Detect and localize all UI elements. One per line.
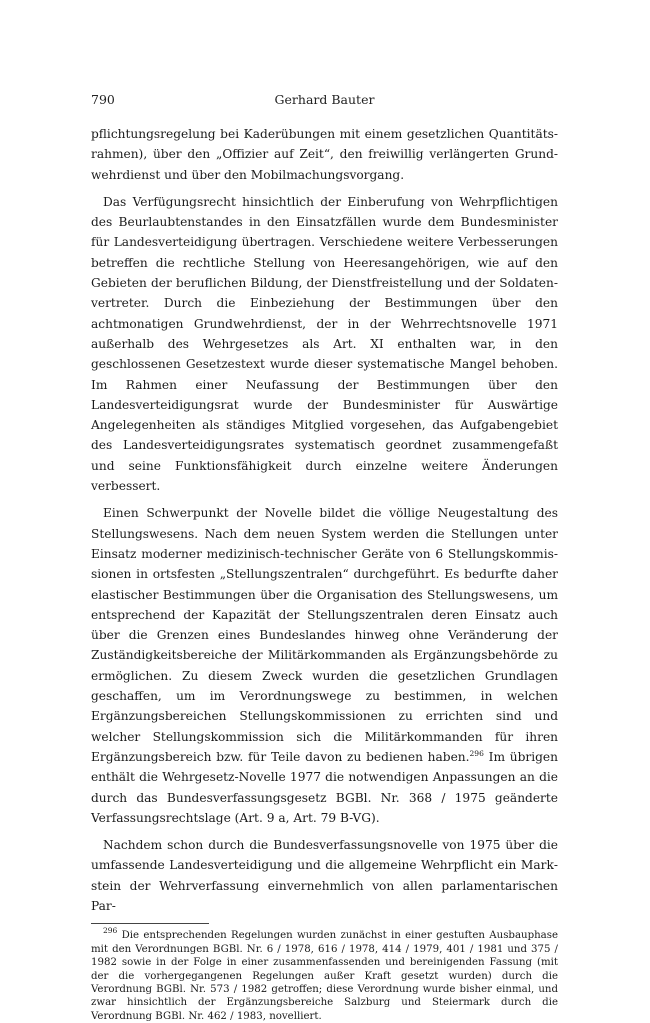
body-text: [91, 124, 558, 916]
page-header: [91, 92, 558, 112]
footnote: [91, 926, 558, 1023]
paragraph-text: Einen Schwerpunkt der Novelle bildet die völlige Neugestaltung des Stellungswesens. Nach dem neuen System werden die Stellungen unter Einsatz moderner medizinisch-technischer Geräte von 6 Stellungskommissionen in ortsfesten „Stellungszentralen“ durchgeführt. Es bedurfte daher elastischer Bestimmungen über die Organisation des Stellungswesens, um entsprechend der Kapazität der Stellungszentralen deren Einsatz auch über die Grenzen eines Bundeslandes hinweg ohne Veränderung der Zuständigkeitsbereiche der Militärkommanden als Ergänzungsbehörde zu ermöglichen. Zu diesem Zweck wurden die gesetzlichen Grundlagen geschaffen, um im Verordnungswege zu bestimmen, in welchen Ergänzungsbereichen Stellungskommissionen zu errichten sind und welcher Stellungskommission sich die Militärkommanden für ihren Ergänzungsbereich bzw. für Teile davon zu bedienen haben.: [91, 506, 558, 764]
paragraph-text: Im übrigen enthält die Wehrgesetz-Novelle 1977 die notwendigen Anpassungen an die durch das Bundesverfassungsgesetz BGBl. Nr. 368 / 1975 geänderte Verfassungsrechtslage (Art. 9 a, Art. 79 B-VG).: [91, 749, 558, 825]
page-number: 790: [91, 92, 115, 107]
running-head-author: Gerhard Bauter: [274, 92, 375, 107]
document-page: [91, 92, 558, 1023]
paragraph: Das Verfügungsrecht hinsichtlich der Einberufung von Wehrpflichtigen des Beurlaubtenstandes in den Einsatzfällen wurde dem Bundesminister für Landesverteidigung übertragen. Verschiedene weitere Verbesserungen betreffen die rechtliche Stellung von Heeresangehörigen, wie auf den Gebieten der beruflichen Bildung, der Dienstfreistellung und der Soldatenvertreter. Durch die Einbeziehung der Bestimmungen über den achtmonatigen Grundwehrdienst, der in der Wehrrechtsnovelle 1971 außerhalb des Wehrgesetzes als Art. XI enthalten war, in den geschlossenen Gesetzestext wurde dieser systematische Mangel behoben. Im Rahmen einer Neufassung der Bestimmungen über den Landesverteidigungsrat wurde der Bundesminister für Auswärtige Angelegenheiten als ständiges Mitglied vorgesehen, das Aufgabengebiet des Landesverteidigungsrates systematisch geordnet zusammengefaßt und seine Funktionsfähigkeit durch einzelne weitere Änderungen verbessert.: [91, 194, 558, 494]
paragraph: Nachdem schon durch die Bundesverfassungsnovelle von 1975 über die umfassende Landesverteidigung und die allgemeine Wehrpflicht ein Markstein der Wehrverfassung einvernehmlich von allen parlamentarischen Par-: [91, 838, 558, 913]
footnote-text: Die entsprechenden Regelungen wurden zunächst in einer gestuften Ausbauphase mit den Verordnungen BGBl. Nr. 6 / 1978, 616 / 1978, 414 / 1979, 401 / 1981 und 375 / 1982 sowie in der Folge in einer zusammenfassenden und bereinigenden Fassung (mit der die vorhergegangenen Regelungen außer Kraft gesetzt wurden) durch die Verordnung BGBl. Nr. 573 / 1982 getroffen; diese Verordnung wurde bisher einmal, und zwar hinsichtlich der Ergänzungsbereiche Salzburg und Steiermark durch die Verordnung BGBl. Nr. 462 / 1983, novelliert.: [91, 930, 558, 1022]
footnote-divider: [91, 923, 209, 924]
footnote-number: 296: [103, 926, 118, 936]
paragraph: [91, 503, 558, 828]
paragraph-continuation: pflichtungsregelung bei Kaderübungen mit einem gesetzlichen Quantitätsrahmen), über den „Offizier auf Zeit“, den freiwillig verlängerten Grundwehrdienst und über den Mobilmachungsvorgang.: [91, 127, 558, 182]
footnote-reference[interactable]: 296: [469, 748, 484, 758]
